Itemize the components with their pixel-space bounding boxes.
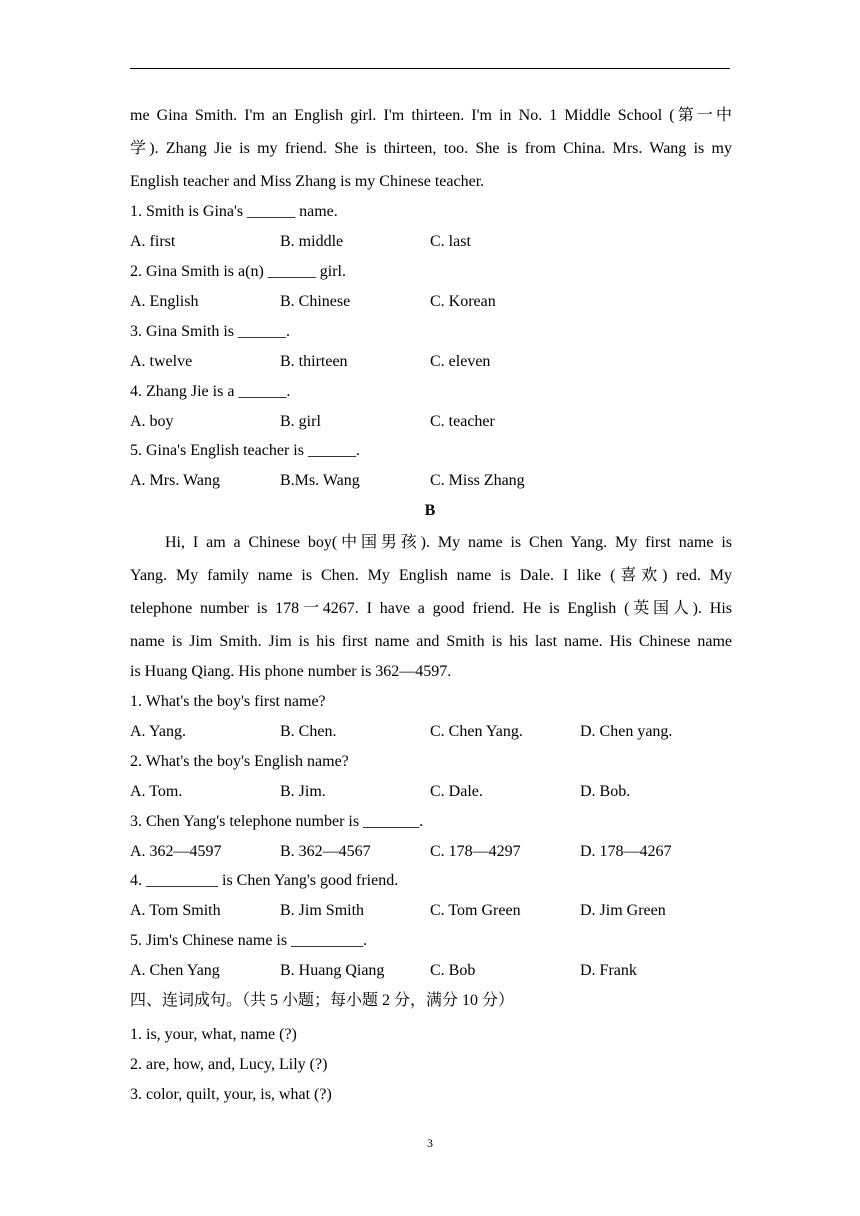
option: C. Dale. <box>430 783 483 800</box>
option: A. English <box>130 293 199 310</box>
option: A. first <box>130 233 176 250</box>
option: C. Miss Zhang <box>430 472 525 489</box>
option: B. thirteen <box>280 353 348 370</box>
option: C. teacher <box>430 413 495 430</box>
option: C. Bob <box>430 962 476 979</box>
option: A. twelve <box>130 353 193 370</box>
question-b-4: 4. _________ is Chen Yang's good friend. <box>130 872 399 889</box>
option: A. Tom. <box>130 783 183 800</box>
option: B. 362—4567 <box>280 843 371 860</box>
section-b-title: B <box>424 502 436 519</box>
passage-a-line: me Gina Smith. I'm an English girl. I'm thirteen. I'm in No. 1 Middle School (第一中 <box>130 107 732 124</box>
question-b-5: 5. Jim's Chinese name is _________. <box>130 932 368 949</box>
option: A. Tom Smith <box>130 902 221 919</box>
question-b-3: 3. Chen Yang's telephone number is _______. <box>130 813 424 830</box>
option: C. last <box>430 233 471 250</box>
passage-b-line: Hi, I am a Chinese boy(中国男孩). My name is Chen Yang. My first name is <box>165 534 732 551</box>
page-number: 3 <box>427 1136 433 1150</box>
question-a-4: 4. Zhang Jie is a ______. <box>130 383 291 400</box>
option: B. Chinese <box>280 293 351 310</box>
option: C. Chen Yang. <box>430 723 523 740</box>
option: C. eleven <box>430 353 491 370</box>
option: C. Korean <box>430 293 496 310</box>
option: C. 178—4297 <box>430 843 521 860</box>
option: D. Jim Green <box>580 902 666 919</box>
section-4-item: 1. is, your, what, name (?) <box>130 1026 297 1043</box>
option: A. Mrs. Wang <box>130 472 220 489</box>
section-4-title: 四、连词成句。（共 5 小题；每小题 2 分，满分 10 分） <box>130 992 515 1009</box>
option: D. Frank <box>580 962 637 979</box>
option: A. Chen Yang <box>130 962 220 979</box>
header-rule <box>130 68 730 69</box>
option: A. boy <box>130 413 174 430</box>
section-4-item: 2. are, how, and, Lucy, Lily (?) <box>130 1056 328 1073</box>
question-a-2: 2. Gina Smith is a(n) ______ girl. <box>130 263 346 280</box>
option: A. Yang. <box>130 723 187 740</box>
passage-a-line: 学). Zhang Jie is my friend. She is thirteen, too. She is from China. Mrs. Wang is my <box>130 140 732 157</box>
option: B. Huang Qiang <box>280 962 385 979</box>
option: B. middle <box>280 233 344 250</box>
passage-b-line: is Huang Qiang. His phone number is 362—4597. <box>130 663 452 680</box>
passage-a-line: English teacher and Miss Zhang is my Chinese teacher. <box>130 173 485 190</box>
question-a-3: 3. Gina Smith is ______. <box>130 323 291 340</box>
option: B.Ms. Wang <box>280 472 360 489</box>
option: C. Tom Green <box>430 902 521 919</box>
option: B. Jim Smith <box>280 902 365 919</box>
question-a-5: 5. Gina's English teacher is ______. <box>130 442 360 459</box>
question-b-2: 2. What's the boy's English name? <box>130 753 349 770</box>
option: B. Jim. <box>280 783 326 800</box>
passage-b-line: Yang. My family name is Chen. My English name is Dale. I like (喜欢) red. My <box>130 567 732 584</box>
section-4-item: 3. color, quilt, your, is, what (?) <box>130 1086 332 1103</box>
option: D. Chen yang. <box>580 723 673 740</box>
question-a-1: 1. Smith is Gina's ______ name. <box>130 203 338 220</box>
option: D. Bob. <box>580 783 631 800</box>
option: D. 178—4267 <box>580 843 672 860</box>
option: A. 362—4597 <box>130 843 222 860</box>
question-b-1: 1. What's the boy's first name? <box>130 693 326 710</box>
option: B. girl <box>280 413 321 430</box>
passage-b-line: name is Jim Smith. Jim is his first name and Smith is his last name. His Chinese name <box>130 633 732 650</box>
option: B. Chen. <box>280 723 337 740</box>
passage-b-line: telephone number is 178一4267. I have a good friend. He is English (英国人). His <box>130 600 732 617</box>
